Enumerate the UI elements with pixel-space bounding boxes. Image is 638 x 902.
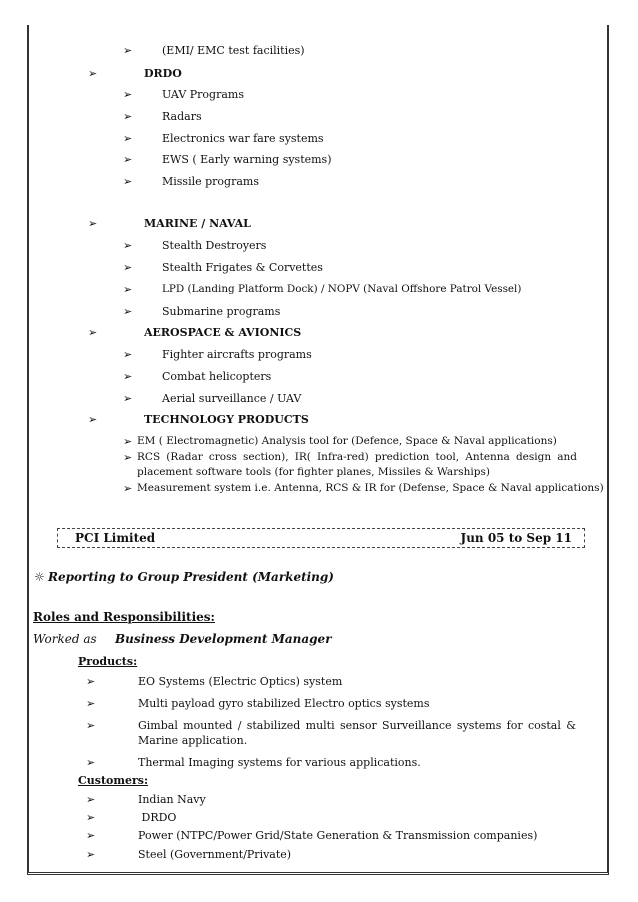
bullet-arrow-icon: ➢ <box>123 348 133 361</box>
bullet-arrow-icon: ➢ <box>86 719 96 732</box>
bullet-arrow-icon: ➢ <box>86 675 96 688</box>
bullet-arrow-icon: ➢ <box>123 392 133 405</box>
bullet-arrow-icon: ➢ <box>123 451 133 464</box>
job-title: Business Development Manager <box>115 632 332 646</box>
list-item: RCS (Radar cross section), IR( Infra-red) prediction tool, Antenna design and placement software tools (for fighter planes, Missiles & Warships) <box>137 451 577 478</box>
employer-period: Jun 05 to Sep 11 <box>460 531 572 545</box>
customers-label: Customers: <box>78 774 149 787</box>
bullet-arrow-icon: ➢ <box>123 283 133 296</box>
list-item: Indian Navy <box>138 793 206 806</box>
list-item: Multi payload gyro stabilized Electro optics systems <box>138 697 430 710</box>
bullet-arrow-icon: ➢ <box>123 370 133 383</box>
list-item: Aerial surveillance / UAV <box>162 392 302 405</box>
list-item: EM ( Electromagnetic) Analysis tool for (Defence, Space & Naval applications) <box>137 435 557 447</box>
bullet-arrow-icon: ➢ <box>88 67 98 80</box>
bullet-arrow-icon: ➢ <box>123 175 133 188</box>
list-item: Electronics war fare systems <box>162 132 324 145</box>
list-item: EWS ( Early warning systems) <box>162 153 332 166</box>
bullet-arrow-icon: ➢ <box>86 848 96 861</box>
list-item: Missile programs <box>162 175 259 188</box>
list-item: Combat helicopters <box>162 370 272 383</box>
bullet-arrow-icon: ➢ <box>86 811 96 824</box>
products-label: Products: <box>78 655 138 668</box>
employer-bar <box>57 528 585 548</box>
bullet-arrow-icon: ➢ <box>86 756 96 769</box>
roles-heading: Roles and Responsibilities: <box>33 610 215 624</box>
bullet-arrow-icon: ➢ <box>123 132 133 145</box>
list-item: Steel (Government/Private) <box>138 848 292 861</box>
bullet-arrow-icon: ➢ <box>123 88 133 101</box>
bullet-arrow-icon: ➢ <box>88 217 98 230</box>
list-item: Stealth Destroyers <box>162 239 267 252</box>
list-item: Submarine programs <box>162 305 281 318</box>
bullet-arrow-icon: ➢ <box>123 153 133 166</box>
list-item: (EMI/ EMC test facilities) <box>162 44 305 57</box>
bullet-arrow-icon: ➢ <box>123 482 133 495</box>
section-title-aerospace: AEROSPACE & AVIONICS <box>144 326 302 339</box>
section-title-technology: TECHNOLOGY PRODUCTS <box>144 413 309 426</box>
list-item: Power (NTPC/Power Grid/State Generation & Transmission companies) <box>138 829 538 842</box>
list-item: Radars <box>162 110 202 123</box>
list-item: UAV Programs <box>162 88 244 101</box>
bullet-arrow-icon: ➢ <box>123 435 133 448</box>
list-item: Stealth Frigates & Corvettes <box>162 261 323 274</box>
bullet-arrow-icon: ➢ <box>86 697 96 710</box>
bullet-arrow-icon: ➢ <box>86 829 96 842</box>
employer-name: PCI Limited <box>75 531 156 545</box>
section-title-drdo: DRDO <box>144 67 182 80</box>
bullet-arrow-icon: ➢ <box>88 326 98 339</box>
bullet-arrow-icon: ➢ <box>86 793 96 806</box>
bullet-arrow-icon: ➢ <box>123 239 133 252</box>
bullet-arrow-icon: ➢ <box>123 305 133 318</box>
list-item: LPD (Landing Platform Dock) / NOPV (Naval Offshore Patrol Vessel) <box>162 283 522 295</box>
list-item: Measurement system i.e. Antenna, RCS & IR for (Defense, Space & Naval applications) <box>137 482 604 494</box>
list-item: DRDO <box>138 811 177 824</box>
bullet-arrow-icon: ➢ <box>123 110 133 123</box>
bullet-arrow-icon: ➢ <box>123 44 133 57</box>
worked-as-prefix: Worked as <box>33 632 97 646</box>
section-title-marine: MARINE / NAVAL <box>144 217 251 230</box>
list-item: Thermal Imaging systems for various applications. <box>138 756 421 769</box>
list-item: EO Systems (Electric Optics) system <box>138 675 343 688</box>
bullet-arrow-icon: ➢ <box>88 413 98 426</box>
sun-icon: ☼ <box>34 570 45 584</box>
list-item: Fighter aircrafts programs <box>162 348 312 361</box>
bullet-arrow-icon: ➢ <box>123 261 133 274</box>
list-item: Gimbal mounted / stabilized multi sensor Surveillance systems for costal & Marine application. <box>138 719 576 747</box>
reporting-line: Reporting to Group President (Marketing) <box>48 570 334 584</box>
